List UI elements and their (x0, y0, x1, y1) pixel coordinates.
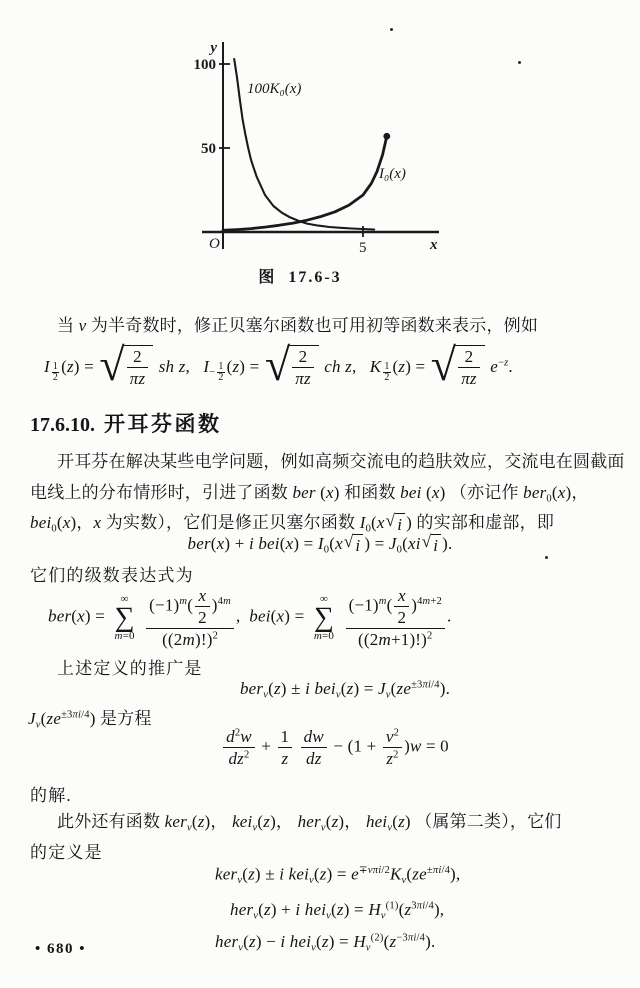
y-axis-label: y (210, 40, 217, 56)
solution-text: 的解. (30, 786, 72, 805)
curve-I0 (223, 136, 387, 230)
formula-her-hei-1: her$_\nu$(z) + i $hei_\nu(z) = H_\nu^{(1)}(z^{3\pi i/4})$, (230, 900, 445, 922)
label-I0-curve: I₀(x) (379, 166, 406, 182)
scan-speck (518, 61, 521, 64)
label-100K0-curve: 100K₀(x) (247, 81, 302, 97)
para-kelvin-line3: bei$_0$(x)，x 为实数），它们是修正贝塞尔函数 $I_0(x$ √ i ) 的实部和虚部，即 (30, 511, 555, 535)
origin-label: O (209, 236, 220, 252)
formula-series: ber(x) = ∞ ∑ m=0 $(-1)^m$( $\frac{x}{2}$ )$^{4m}$ $((2m)!)^2$ , bei(x) = ∞ ∑ m=0 $(-1)^m$( $\frac{x}{2}$ )$^{4m+2}$ $((2m+1)!)^2$ . (48, 586, 452, 650)
formula-ber-bei-def: ber(x) + i $bei(x) = I_0(x$ √ i ) = $J_0(xi$ √ i ). (187, 532, 453, 556)
scan-speck (545, 556, 548, 559)
formula-ode: $\frac{d^2w}{dz^2}$ + $\frac{1}{z}$ $\frac{dw}{dz}$ − (1 + $\frac{\nu^2}{z^2}$ )w = 0 (0, 727, 640, 768)
x-axis-label: x (430, 237, 438, 253)
heading-title: 开耳芬函数 (104, 412, 222, 436)
series-intro: 它们的级数表达式为 (30, 566, 194, 585)
para-also-line2: 的定义是 (30, 843, 103, 862)
para-kelvin-line1: 开耳芬在解决某些电学问题，例如高频交流电的趋肤效应，交流电在圆截面 (57, 452, 625, 471)
y-tick-label: 50 (201, 141, 216, 157)
equation-intro: $J_\nu(ze^{\pm 3\pi i/4})$ 是方程 (28, 709, 152, 731)
generalization-intro: 上述定义的推广是 (57, 659, 203, 678)
para-also-line1: 此外还有函数 ker$_\nu$(z)， kei$_\nu$(z)， her$_\nu$(z)， hei$_\nu$(z) （属第二类），它们 (57, 812, 562, 834)
section-heading (30, 408, 222, 438)
curve-end-dot (383, 133, 390, 140)
chart-svg (185, 35, 485, 275)
heading-number: 17.6.10. (30, 414, 95, 436)
formula-ker-kei: ker$_\nu$(z) ± i $kei_\nu(z) = e^{\mp\nu\pi i/2}K_\nu(ze^{\pm\pi i/4})$, (215, 864, 461, 886)
x-tick-label: 5 (359, 240, 367, 256)
formula-her-hei-2: her$_\nu$(z) − i $hei_\nu(z) = H_\nu^{(2)}(z^{-3\pi i/4})$. (215, 932, 436, 954)
para-kelvin-line2: 电线上的分布情形时，引进了函数 ber (x) 和函数 bei (x) （亦记作 ber$_0$(x)， (30, 483, 589, 505)
scan-speck (390, 28, 393, 31)
formula-half-odd: I $_{\frac{1}{2}}$ (z) = √ $\frac{2}{\pi z}$ sh z, $I_{- \frac{1}{2}}$ (z) = √ $\frac{2}{\pi z}$ ch z, K $_{\frac{1}{2}}$ (z) = √ $\frac{2}{\pi z}$ $e^{-z}$. (44, 338, 513, 390)
figure-chart (185, 35, 485, 275)
y-tick-label: 100 (193, 57, 216, 73)
figure-caption: 图 17.6-3 (258, 269, 342, 286)
page-footer: • 680 • (35, 941, 87, 957)
formula-generalized: ber$_\nu$(z) ± i $bei_\nu(z) = J_\nu(ze^{\pm 3\pi i/4})$. (239, 679, 451, 701)
para-half-odd: 当 ν 为半奇数时，修正贝塞尔函数也可用初等函数来表示，例如 (57, 316, 539, 335)
